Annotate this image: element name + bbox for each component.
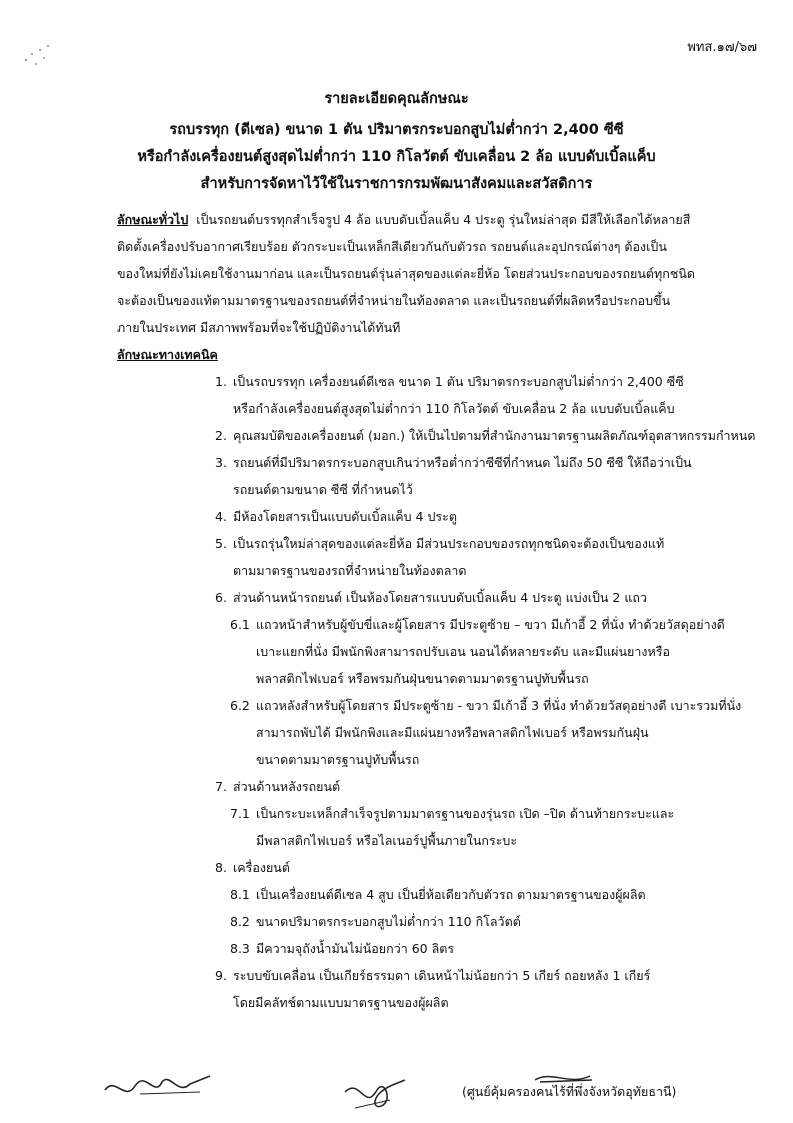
- technical-item-line: [117, 530, 757, 557]
- technical-subitem-line: [117, 719, 757, 746]
- technical-subitem-line: [117, 827, 757, 854]
- technical-subitem-line: [117, 908, 757, 935]
- subitem-text: มีพลาสติกไฟเบอร์ หรือไลเนอร์ปูพื้นภายในกระบะ: [256, 833, 518, 848]
- item-text: คุณสมบัติของเครื่องยนต์ (มอก.) ให้เป็นไปตามที่สำนักงานมาตรฐานผลิตภัณฑ์อุตสาหกรรมกำหนด: [233, 428, 756, 443]
- subitem-number: [230, 665, 256, 692]
- title-line: รถบรรทุก (ดีเซล) ขนาด 1 ตัน ปริมาตรกระบอกสูบไม่ต่ำกว่า 2,400 ซีซี: [169, 122, 624, 138]
- technical-subitem-line: [117, 692, 757, 719]
- document-titles: [0, 86, 793, 198]
- technical-item-line: [117, 962, 757, 989]
- general-line: [117, 206, 757, 233]
- technical-subitem-line: [117, 611, 757, 638]
- item-number: [215, 476, 233, 503]
- item-text: ส่วนด้านหน้ารถยนต์ เป็นห้องโดยสารแบบดับเบิ้ลแค็บ 4 ประตู แบ่งเป็น 2 แถว: [233, 590, 647, 605]
- technical-item-line: [117, 395, 757, 422]
- item-number: [215, 557, 233, 584]
- general-label: ลักษณะทั่วไป: [117, 212, 189, 227]
- item-number: 2.: [215, 428, 227, 443]
- subitem-text: สามารถพับได้ มีพนักพิงและมีแผ่นยางหรือพลาสติกไฟเบอร์ หรือพรมกันฝุ่น: [256, 725, 649, 740]
- item-text: เป็นรถบรรทุก เครื่องยนต์ดีเซล ขนาด 1 ตัน ปริมาตรกระบอกสูบไม่ต่ำกว่า 2,400 ซีซี: [233, 374, 684, 389]
- subitem-text: แถวหน้าสำหรับผู้ขับขี่และผู้โดยสาร มีประตูซ้าย – ขวา มีเก้าอี้ 2 ที่นั่ง ทำด้วยวัสดุอย่างดี: [256, 617, 725, 632]
- technical-item-line: [117, 368, 757, 395]
- subitem-text: ขนาดตามมาตรฐานปูทับพื้นรถ: [256, 752, 420, 767]
- technical-heading: [117, 341, 757, 368]
- item-number: [215, 395, 233, 422]
- subitem-number: 7.1: [230, 806, 250, 821]
- subitem-text: เป็นเครื่องยนต์ดีเซล 4 สูบ เป็นยี่ห้อเดียวกับตัวรถ ตามมาตรฐานของผู้ผลิต: [256, 887, 646, 902]
- technical-label: ลักษณะทางเทคนิค: [117, 347, 218, 362]
- scan-speckle: [20, 40, 60, 80]
- signature-middle: [335, 1072, 415, 1117]
- subitem-text: เป็นกระบะเหล็กสำเร็จรูปตามมาตรฐานของรุ่นรถ เปิด –ปิด ด้านท้ายกระบะและ: [256, 806, 675, 821]
- technical-list: [117, 368, 757, 1016]
- general-line: จะต้องเป็นของแท้ตามมาตรฐานของรถยนต์ที่จำหน่ายในท้องตลาด และเป็นรถยนต์ที่ผลิตหรือประกอบขึ้น: [117, 293, 671, 308]
- technical-subitem-line: [117, 800, 757, 827]
- item-text: โดยมีคลัทช์ตามแบบมาตรฐานของผู้ผลิต: [233, 995, 449, 1010]
- general-line: ของใหม่ที่ยังไม่เคยใช้งานมาก่อน และเป็นรถยนต์รุ่นล่าสุดของแต่ละยี่ห้อ โดยส่วนประกอบของรถยนต์ทุกชนิด: [117, 266, 695, 281]
- subitem-number: [230, 746, 256, 773]
- technical-subitem-line: [117, 881, 757, 908]
- item-number: 5.: [215, 536, 227, 551]
- technical-item-line: [117, 989, 757, 1016]
- subitem-number: 6.2: [230, 698, 250, 713]
- technical-item-line: [117, 476, 757, 503]
- subitem-number: 8.1: [230, 887, 250, 902]
- subitem-number: [230, 638, 256, 665]
- technical-subitem-line: [117, 746, 757, 773]
- technical-subitem-line: [117, 935, 757, 962]
- general-section: [117, 206, 757, 341]
- technical-item-line: [117, 557, 757, 584]
- subitem-text: พลาสติกไฟเบอร์ หรือพรมกันฝุ่นขนาดตามมาตรฐานปูทับพื้นรถ: [256, 671, 589, 686]
- organization-label: (ศูนย์คุ้มครองคนไร้ที่พึ่งจังหวัดอุทัยธานี): [462, 1084, 677, 1099]
- item-number: 8.: [215, 860, 227, 875]
- subitem-text: ขนาดปริมาตรกระบอกสูบไม่ต่ำกว่า 110 กิโลวัตต์: [256, 914, 521, 929]
- item-number: [215, 989, 233, 1016]
- subitem-number: 6.1: [230, 617, 250, 632]
- document-number: พทส.๑๗/๖๗: [687, 40, 757, 55]
- subitem-number: [230, 827, 256, 854]
- technical-item-line: [117, 854, 757, 881]
- technical-item-line: [117, 422, 757, 449]
- subitem-number: [230, 719, 256, 746]
- item-text: มีห้องโดยสารเป็นแบบดับเบิ้ลแค็บ 4 ประตู: [233, 509, 457, 524]
- item-number: 3.: [215, 455, 227, 470]
- technical-item-line: [117, 449, 757, 476]
- item-number: 4.: [215, 509, 227, 524]
- subitem-text: แถวหลังสำหรับผู้โดยสาร มีประตูซ้าย - ขวา มีเก้าอี้ 3 ที่นั่ง ทำด้วยวัสดุอย่างดี เบาะรวมที่นั่ง: [256, 698, 742, 713]
- technical-item-line: [117, 773, 757, 800]
- subitem-number: 8.3: [230, 941, 250, 956]
- general-text: เป็นรถยนต์บรรทุกสำเร็จรูป 4 ล้อ แบบดับเบิ้ลแค็บ 4 ประตู รุ่นใหม่ล่าสุด มีสีให้เลือกได้หลายสี: [196, 212, 691, 227]
- general-line: ติดตั้งเครื่องปรับอากาศเรียบร้อย ตัวกระบะเป็นเหล็กสีเดียวกันกับตัวรถ รถยนต์และอุปกรณ์ต่างๆ ต้องเป็น: [117, 239, 667, 254]
- item-text: ระบบขับเคลื่อน เป็นเกียร์ธรรมดา เดินหน้าไม่น้อยกว่า 5 เกียร์ ถอยหลัง 1 เกียร์: [233, 968, 651, 983]
- item-number: 9.: [215, 968, 227, 983]
- item-text: หรือกำลังเครื่องยนต์สูงสุดไม่ต่ำกว่า 110 กิโลวัตต์ ขับเคลื่อน 2 ล้อ แบบดับเบิ้ลแค็บ: [233, 401, 675, 416]
- item-text: รถยนต์ที่มีปริมาตรกระบอกสูบเกินว่าหรือต่ำกว่าซีซีที่กำหนด ไม่ถึง 50 ซีซี ให้ถือว่าเป็น: [233, 455, 692, 470]
- technical-subitem-line: [117, 638, 757, 665]
- item-text: ส่วนด้านหลังรถยนต์: [233, 779, 341, 794]
- item-number: 1.: [215, 374, 227, 389]
- title-line: รายละเอียดคุณลักษณะ: [324, 91, 469, 107]
- item-text: ตามมาตรฐานของรถที่จำหน่ายในท้องตลาด: [233, 563, 467, 578]
- document-body: [117, 206, 757, 1016]
- item-text: เครื่องยนต์: [233, 860, 290, 875]
- subitem-text: มีความจุถังน้ำมันไม่น้อยกว่า 60 ลิตร: [256, 941, 455, 956]
- title-line: หรือกำลังเครื่องยนต์สูงสุดไม่ต่ำกว่า 110 กิโลวัตต์ ขับเคลื่อน 2 ล้อ แบบดับเบิ้ลแค็บ: [137, 149, 656, 165]
- general-line: ภายในประเทศ มีสภาพพร้อมที่จะใช้ปฏิบัติงานได้ทันที: [117, 320, 401, 335]
- subitem-text: เบาะแยกที่นั่ง มีพนักพิงสามารถปรับเอน นอนได้หลายระดับ และมีแผ่นยางหรือ: [256, 644, 670, 659]
- technical-item-line: [117, 584, 757, 611]
- item-text: เป็นรถรุ่นใหม่ล่าสุดของแต่ละยี่ห้อ มีส่วนประกอบของรถทุกชนิดจะต้องเป็นของแท้: [233, 536, 665, 551]
- item-text: รถยนต์ตามขนาด ซีซี ที่กำหนดไว้: [233, 482, 413, 497]
- signature-left: [100, 1068, 220, 1108]
- technical-item-line: [117, 503, 757, 530]
- item-number: 6.: [215, 590, 227, 605]
- subitem-number: 8.2: [230, 914, 250, 929]
- technical-subitem-line: [117, 665, 757, 692]
- item-number: 7.: [215, 779, 227, 794]
- title-line: สำหรับการจัดหาไว้ใช้ในราชการกรมพัฒนาสังคมและสวัสดิการ: [200, 176, 593, 192]
